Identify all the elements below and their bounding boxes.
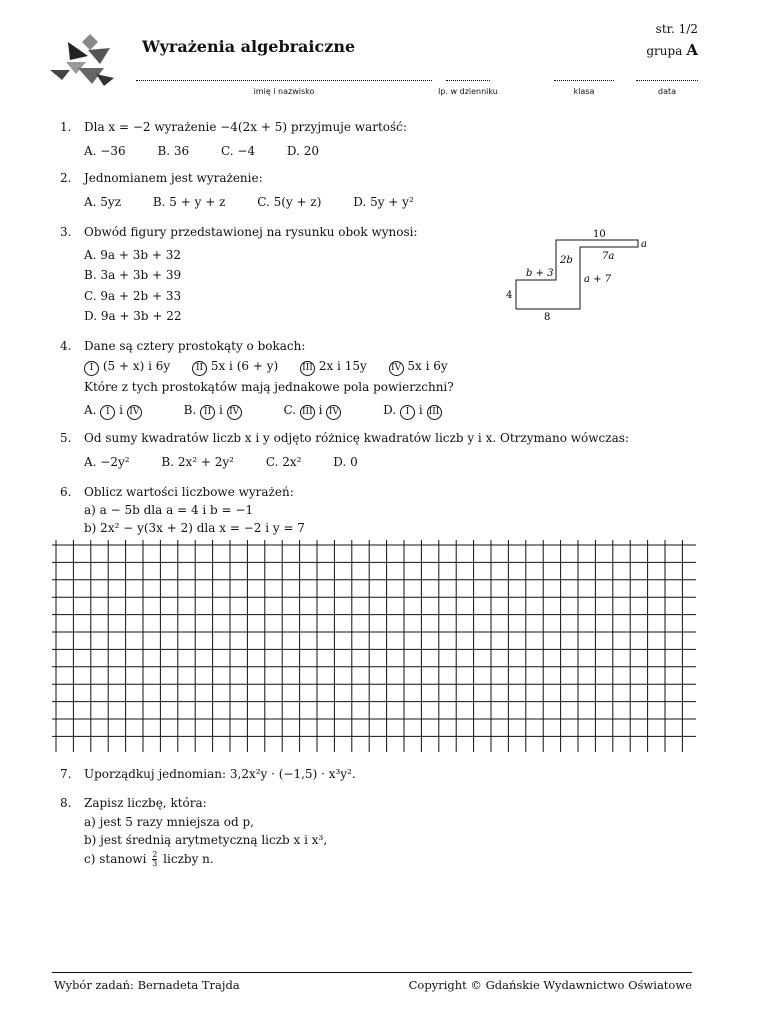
worksheet-title: Wyrażenia algebraiczne [142,37,356,56]
class-number-label: lp. w dzienniku [438,87,498,96]
date-field[interactable] [636,70,698,81]
answer-option[interactable]: C. −4 [221,144,256,158]
rectangle-list: I (5 + x) i 6y II 5x i (6 + y) III 2x i 15y IV 5x i 6y [84,359,448,376]
publisher-logo [48,30,118,90]
answer-option[interactable]: B. 2x² + 2y² [161,455,234,469]
question-6: 6. Oblicz wartości liczbowe wyrażeń: [60,485,294,499]
figure-label-b3: b + 3 [526,268,554,279]
class-number-field[interactable] [446,70,490,81]
question-3: 3. Obwód figury przedstawionej na rysunku obok wynosi: [60,225,418,239]
class-label: klasa [573,87,595,96]
answer-option[interactable]: A. −2y² [84,455,130,469]
class-field[interactable] [554,70,614,81]
answer-option[interactable]: B. II i IV [184,403,242,417]
question-4-answers [84,403,442,420]
answer-option[interactable]: D. 20 [286,144,319,158]
footer-copyright: Copyright © Gdańskie Wydawnictwo Oświatowe [408,978,692,992]
question-4: 4. Dane są cztery prostokąty o bokach: [60,339,306,353]
figure-label-8: 8 [544,312,551,323]
question-8-part-c: c) stanowi $\frac{2}{3}$ liczby n. [84,850,214,868]
answer-option[interactable]: B. 3a + 3b + 39 [84,268,182,282]
answer-grid[interactable] [52,540,696,752]
answer-option[interactable]: A. −36 [84,144,126,158]
answer-option[interactable]: B. 36 [157,144,190,158]
figure-label-2b: 2b [560,255,573,266]
question-5: 5. Od sumy kwadratów liczb x i y odjęto różnicę kwadratów liczb y i x. Otrzymano wówczas: [60,431,629,445]
figure-label-top: 10 [593,229,606,240]
answer-option[interactable]: A. 9a + 3b + 32 [84,248,182,262]
answer-option[interactable]: D. I i III [383,403,441,417]
footer-author: Wybór zadań: Bernadeta Trajda [54,978,240,992]
question-5-answers [84,455,386,469]
answer-option[interactable]: A. 5yz [84,195,122,209]
name-field-label: imię i nazwisko [253,87,315,96]
answer-option[interactable]: D. 9a + 3b + 22 [84,309,182,323]
staircase-figure [500,225,660,325]
question-2-answers [84,195,442,209]
figure-label-a: a [641,239,647,250]
question-8-part-b: b) jest średnią arytmetyczną liczb x i x³, [84,833,328,847]
date-label: data [657,87,677,96]
question-7: 7. Uporządkuj jednomian: 3,2x²y · (−1,5) · x³y². [60,767,356,781]
answer-option[interactable]: C. 5(y + z) [257,195,322,209]
answer-option[interactable]: D. 5y + y² [353,195,414,209]
figure-label-4: 4 [506,290,513,301]
name-field[interactable] [136,70,432,81]
figure-label-a7: a + 7 [584,274,612,285]
answer-option[interactable]: B. 5 + y + z [152,195,226,209]
group-indicator: grupa A [646,41,698,59]
answer-option[interactable]: C. 2x² [265,455,302,469]
page-number: str. 1/2 [655,22,698,36]
answer-option[interactable]: C. 9a + 2b + 33 [84,289,182,303]
figure-label-7a: 7a [602,251,615,262]
question-1-answers [84,144,347,158]
question-6-part-a: a) a − 5b dla a = 4 i b = −1 [84,503,254,517]
question-2: 2. Jednomianem jest wyrażenie: [60,171,263,185]
question-4-subquestion: Które z tych prostokątów mają jednakowe pola powierzchni? [84,380,454,394]
question-8-part-a: a) jest 5 razy mniejsza od p, [84,815,254,829]
footer-divider [52,972,692,973]
question-1: 1. Dla x = −2 wyrażenie −4(2x + 5) przyjmuje wartość: [60,120,407,134]
answer-option[interactable]: C. III i IV [283,403,341,417]
answer-option[interactable]: A. I i IV [84,403,142,417]
answer-option[interactable]: D. 0 [333,455,358,469]
question-8: 8. Zapisz liczbę, która: [60,796,207,810]
question-6-part-b: b) 2x² − y(3x + 2) dla x = −2 i y = 7 [84,521,305,535]
